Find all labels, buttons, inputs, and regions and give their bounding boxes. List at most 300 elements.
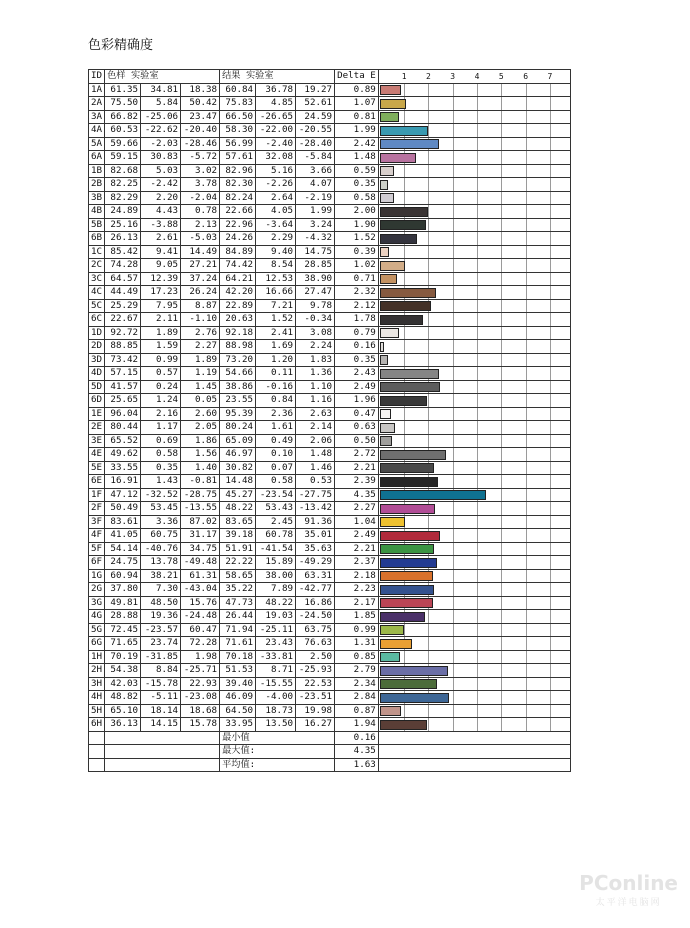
gridline — [550, 219, 551, 232]
gridline — [477, 165, 478, 178]
gridline — [526, 489, 527, 502]
result-lab-value: 30.82 — [220, 461, 256, 475]
gridline — [453, 354, 454, 367]
result-lab-value: 58.30 — [220, 124, 256, 138]
row-id: 5C — [89, 299, 105, 313]
result-lab-value: 22.96 — [220, 218, 256, 232]
result-lab-value: -2.19 — [296, 191, 335, 205]
table-row — [89, 502, 571, 516]
gridline — [501, 570, 502, 583]
result-lab-value: 39.40 — [220, 677, 256, 691]
result-lab-value: 2.50 — [296, 650, 335, 664]
delta-bar-cell — [378, 245, 570, 259]
delta-e-value: 2.21 — [335, 542, 379, 556]
sample-lab-value: 48.50 — [141, 596, 181, 610]
row-id: 5H — [89, 704, 105, 718]
table-row — [89, 272, 571, 286]
result-lab-value: -28.40 — [296, 137, 335, 151]
delta-e-value: 1.94 — [335, 718, 379, 732]
gridline — [526, 462, 527, 475]
table-row — [89, 164, 571, 178]
gridline — [477, 705, 478, 718]
table-row — [89, 407, 571, 421]
gridline — [550, 300, 551, 313]
sample-lab-value: 26.13 — [105, 232, 141, 246]
delta-bar — [380, 409, 391, 419]
result-lab-value: -2.40 — [256, 137, 296, 151]
gridline — [477, 124, 478, 137]
gridline — [501, 313, 502, 326]
sample-lab-value: 37.80 — [105, 583, 141, 597]
result-lab-value: 76.63 — [296, 637, 335, 651]
result-lab-value: 71.94 — [220, 623, 256, 637]
table-row — [89, 461, 571, 475]
result-lab-value: 19.03 — [256, 610, 296, 624]
delta-e-value: 2.32 — [335, 286, 379, 300]
table-row — [89, 259, 571, 273]
sample-lab-value: 60.53 — [105, 124, 141, 138]
table-row — [89, 286, 571, 300]
result-lab-value: 74.42 — [220, 259, 256, 273]
delta-bar-cell — [378, 596, 570, 610]
result-lab-value: 13.50 — [256, 718, 296, 732]
row-id: 4E — [89, 448, 105, 462]
gridline — [477, 678, 478, 691]
result-lab-value: 33.95 — [220, 718, 256, 732]
delta-e-value: 0.16 — [335, 340, 379, 354]
sample-lab-value: 57.15 — [105, 367, 141, 381]
sample-lab-value: -2.04 — [181, 191, 220, 205]
result-lab-value: 45.27 — [220, 488, 256, 502]
table-row — [89, 569, 571, 583]
sample-lab-value: -5.03 — [181, 232, 220, 246]
delta-bar — [380, 180, 389, 190]
delta-e-value: 1.85 — [335, 610, 379, 624]
sample-lab-value: 0.35 — [141, 461, 181, 475]
gridline — [501, 691, 502, 704]
delta-bar-cell — [378, 448, 570, 462]
gridline — [428, 313, 429, 326]
sample-lab-value: -40.76 — [141, 542, 181, 556]
delta-bar — [380, 355, 389, 365]
sample-lab-value: 92.72 — [105, 326, 141, 340]
result-lab-value: -2.26 — [256, 178, 296, 192]
gridline — [477, 637, 478, 650]
sample-lab-value: -23.08 — [181, 691, 220, 705]
sample-lab-value: 31.17 — [181, 529, 220, 543]
sample-lab-value: 83.61 — [105, 515, 141, 529]
sample-lab-value: 85.42 — [105, 245, 141, 259]
delta-bar — [380, 382, 441, 392]
gridline — [501, 165, 502, 178]
table-row — [89, 475, 571, 489]
gridline — [477, 259, 478, 272]
gridline — [526, 610, 527, 623]
summary-blank-bar — [378, 758, 570, 772]
gridline — [526, 313, 527, 326]
delta-bar — [380, 436, 392, 446]
sample-lab-value: 1.89 — [181, 353, 220, 367]
delta-bar-cell — [378, 97, 570, 111]
gridline — [550, 570, 551, 583]
gridline — [526, 381, 527, 394]
gridline — [453, 259, 454, 272]
result-lab-value: 19.27 — [296, 83, 335, 97]
sample-lab-value: 23.74 — [141, 637, 181, 651]
sample-lab-value: 0.99 — [141, 353, 181, 367]
delta-e-value: 2.17 — [335, 596, 379, 610]
gridline — [550, 624, 551, 637]
result-lab-value: 64.21 — [220, 272, 256, 286]
delta-bar — [380, 571, 433, 581]
result-lab-value: 1.61 — [256, 421, 296, 435]
sample-lab-value: 2.05 — [181, 421, 220, 435]
summary-blank-bar — [378, 745, 570, 759]
delta-e-value: 2.79 — [335, 664, 379, 678]
gridline — [550, 435, 551, 448]
gridline — [550, 583, 551, 596]
gridline — [501, 435, 502, 448]
gridline — [477, 151, 478, 164]
row-id: 5D — [89, 380, 105, 394]
gridline — [477, 624, 478, 637]
delta-e-value: 0.71 — [335, 272, 379, 286]
delta-bar — [380, 652, 401, 662]
gridline — [477, 543, 478, 556]
gridline — [526, 718, 527, 731]
delta-e-value: 2.43 — [335, 367, 379, 381]
row-id: 4G — [89, 610, 105, 624]
gridline — [501, 556, 502, 569]
gridline — [501, 678, 502, 691]
result-lab-value: 0.07 — [256, 461, 296, 475]
delta-bar-cell — [378, 191, 570, 205]
gridline — [404, 111, 405, 124]
gridline — [477, 691, 478, 704]
result-lab-value: 92.18 — [220, 326, 256, 340]
delta-bar-cell — [378, 380, 570, 394]
gridline — [526, 583, 527, 596]
gridline — [428, 394, 429, 407]
result-lab-value: 1.36 — [296, 367, 335, 381]
delta-e-value: 1.99 — [335, 124, 379, 138]
gridline — [404, 705, 405, 718]
sample-lab-value: -15.78 — [141, 677, 181, 691]
delta-bar-cell — [378, 151, 570, 165]
delta-e-value: 0.47 — [335, 407, 379, 421]
gridline — [501, 232, 502, 245]
row-id: 2D — [89, 340, 105, 354]
page-title: 色彩精确度 — [88, 38, 154, 53]
delta-bar-cell — [378, 394, 570, 408]
delta-bar — [380, 679, 437, 689]
table-row — [89, 610, 571, 624]
delta-bar — [380, 585, 434, 595]
gridline — [550, 516, 551, 529]
gridline — [526, 529, 527, 542]
row-id: 6E — [89, 475, 105, 489]
summary-row — [89, 745, 571, 759]
gridline — [477, 340, 478, 353]
sample-lab-value: 4.43 — [141, 205, 181, 219]
delta-bar-cell — [378, 178, 570, 192]
gridline — [501, 381, 502, 394]
table-row — [89, 664, 571, 678]
delta-bar-cell — [378, 313, 570, 327]
gridline — [526, 259, 527, 272]
gridline — [526, 232, 527, 245]
sample-lab-value: 73.42 — [105, 353, 141, 367]
sample-lab-value: 72.28 — [181, 637, 220, 651]
gridline — [501, 502, 502, 515]
result-lab-value: -27.75 — [296, 488, 335, 502]
gridline — [428, 219, 429, 232]
sample-lab-value: 49.62 — [105, 448, 141, 462]
result-lab-value: 1.52 — [256, 313, 296, 327]
gridline — [477, 219, 478, 232]
gridline — [501, 583, 502, 596]
table-row — [89, 151, 571, 165]
gridline — [526, 421, 527, 434]
sample-lab-value: 42.03 — [105, 677, 141, 691]
delta-e-value: 1.78 — [335, 313, 379, 327]
result-lab-value: 58.65 — [220, 569, 256, 583]
gridline — [453, 651, 454, 664]
table-row — [89, 556, 571, 570]
result-lab-value: 2.41 — [256, 326, 296, 340]
row-id: 6B — [89, 232, 105, 246]
delta-bar — [380, 490, 486, 500]
delta-bar — [380, 99, 406, 109]
result-lab-value: 27.47 — [296, 286, 335, 300]
sample-lab-value: 2.76 — [181, 326, 220, 340]
sample-lab-value: -3.88 — [141, 218, 181, 232]
result-lab-value: 32.08 — [256, 151, 296, 165]
gridline — [428, 327, 429, 340]
gridline — [477, 354, 478, 367]
result-lab-value: 35.63 — [296, 542, 335, 556]
sample-lab-value: 88.85 — [105, 340, 141, 354]
sample-lab-value: 2.27 — [181, 340, 220, 354]
result-lab-value: 36.78 — [256, 83, 296, 97]
result-lab-value: 1.69 — [256, 340, 296, 354]
delta-bar-cell — [378, 569, 570, 583]
result-lab-value: 19.98 — [296, 704, 335, 718]
sample-lab-value: 48.82 — [105, 691, 141, 705]
result-lab-value: 12.53 — [256, 272, 296, 286]
result-lab-value: 2.63 — [296, 407, 335, 421]
sample-lab-value: 87.02 — [181, 515, 220, 529]
result-lab-value: -26.65 — [256, 110, 296, 124]
gridline — [501, 219, 502, 232]
gridline — [526, 691, 527, 704]
delta-bar-cell — [378, 718, 570, 732]
gridline — [477, 300, 478, 313]
delta-bar-cell — [378, 137, 570, 151]
sample-lab-value: 65.52 — [105, 434, 141, 448]
gridline — [550, 597, 551, 610]
summary-label: 最小值 — [220, 731, 335, 745]
gridline — [453, 205, 454, 218]
delta-e-value: 2.27 — [335, 502, 379, 516]
sample-lab-value: 34.75 — [181, 542, 220, 556]
gridline — [501, 394, 502, 407]
sample-lab-value: -28.46 — [181, 137, 220, 151]
table-row — [89, 637, 571, 651]
gridline — [428, 165, 429, 178]
table-row — [89, 367, 571, 381]
gridline — [550, 448, 551, 461]
gridline — [550, 556, 551, 569]
sample-lab-value: 65.10 — [105, 704, 141, 718]
result-lab-value: 91.36 — [296, 515, 335, 529]
delta-bar-cell — [378, 556, 570, 570]
gridline — [501, 246, 502, 259]
gridline — [477, 556, 478, 569]
row-id: 3F — [89, 515, 105, 529]
result-lab-value: 18.73 — [256, 704, 296, 718]
sample-lab-value: 75.50 — [105, 97, 141, 111]
result-lab-value: 23.43 — [256, 637, 296, 651]
delta-bar — [380, 288, 436, 298]
result-lab-value: 16.66 — [256, 286, 296, 300]
delta-bar — [380, 139, 439, 149]
gridline — [526, 273, 527, 286]
result-lab-value: 20.63 — [220, 313, 256, 327]
delta-e-value: 0.87 — [335, 704, 379, 718]
gridline — [477, 718, 478, 731]
delta-bar-cell — [378, 475, 570, 489]
result-lab-value: -42.77 — [296, 583, 335, 597]
sample-lab-value: 3.36 — [141, 515, 181, 529]
result-lab-value: 56.99 — [220, 137, 256, 151]
gridline — [477, 327, 478, 340]
gridline — [550, 273, 551, 286]
header-id: ID — [89, 70, 105, 84]
sample-lab-value: 36.13 — [105, 718, 141, 732]
result-lab-value: 64.50 — [220, 704, 256, 718]
table-row — [89, 529, 571, 543]
gridline — [501, 610, 502, 623]
gridline — [477, 597, 478, 610]
result-lab-value: -0.34 — [296, 313, 335, 327]
header-delta: Delta E — [335, 70, 379, 84]
gridline — [526, 408, 527, 421]
summary-label: 最大值: — [220, 745, 335, 759]
sample-lab-value: 71.65 — [105, 637, 141, 651]
gridline — [550, 489, 551, 502]
delta-bar — [380, 301, 432, 311]
gridline — [501, 475, 502, 488]
row-id: 3D — [89, 353, 105, 367]
summary-row — [89, 731, 571, 745]
row-id: 2G — [89, 583, 105, 597]
gridline — [428, 151, 429, 164]
sample-lab-value: 1.56 — [181, 448, 220, 462]
result-lab-value: 83.65 — [220, 515, 256, 529]
table-row — [89, 353, 571, 367]
gridline — [526, 367, 527, 380]
gridline — [428, 624, 429, 637]
delta-e-value: 1.04 — [335, 515, 379, 529]
gridline — [501, 651, 502, 664]
sample-lab-value: 3.02 — [181, 164, 220, 178]
result-lab-value: 23.55 — [220, 394, 256, 408]
gridline — [477, 192, 478, 205]
gridline — [550, 286, 551, 299]
summary-value: 0.16 — [335, 731, 379, 745]
result-lab-value: 22.22 — [220, 556, 256, 570]
gridline — [501, 367, 502, 380]
result-lab-value: -4.00 — [256, 691, 296, 705]
result-lab-value: 4.07 — [296, 178, 335, 192]
sample-lab-value: 2.16 — [141, 407, 181, 421]
sample-lab-value: 24.75 — [105, 556, 141, 570]
gridline — [453, 705, 454, 718]
sample-lab-value: 82.25 — [105, 178, 141, 192]
result-lab-value: 7.89 — [256, 583, 296, 597]
result-lab-value: 70.18 — [220, 650, 256, 664]
delta-bar — [380, 396, 428, 406]
result-lab-value: 28.85 — [296, 259, 335, 273]
gridline — [550, 462, 551, 475]
summary-row — [89, 758, 571, 772]
gridline — [501, 178, 502, 191]
delta-bar — [380, 477, 438, 487]
table-row — [89, 137, 571, 151]
result-lab-value: 51.91 — [220, 542, 256, 556]
header-scale — [378, 70, 570, 84]
delta-bar — [380, 342, 384, 352]
result-lab-value: 71.61 — [220, 637, 256, 651]
gridline — [428, 205, 429, 218]
result-lab-value: 38.90 — [296, 272, 335, 286]
row-id: 3H — [89, 677, 105, 691]
gridline — [501, 624, 502, 637]
delta-e-value: 0.85 — [335, 650, 379, 664]
gridline — [526, 502, 527, 515]
gridline — [453, 84, 454, 97]
gridline — [453, 273, 454, 286]
gridline — [526, 394, 527, 407]
result-lab-value: 63.75 — [296, 623, 335, 637]
delta-bar — [380, 720, 427, 730]
gridline — [550, 394, 551, 407]
result-lab-value: 24.26 — [220, 232, 256, 246]
header-row — [89, 70, 571, 84]
gridline — [526, 178, 527, 191]
result-lab-value: 66.50 — [220, 110, 256, 124]
result-lab-value: 51.53 — [220, 664, 256, 678]
gridline — [453, 502, 454, 515]
result-lab-value: 65.09 — [220, 434, 256, 448]
table-row — [89, 124, 571, 138]
gridline — [501, 354, 502, 367]
gridline — [428, 516, 429, 529]
gridline — [404, 408, 405, 421]
summary-blank-id — [89, 745, 105, 759]
row-id: 4C — [89, 286, 105, 300]
result-lab-value: 82.96 — [220, 164, 256, 178]
result-lab-value: -41.54 — [256, 542, 296, 556]
row-id: 4A — [89, 124, 105, 138]
result-lab-value: -15.55 — [256, 677, 296, 691]
delta-bar — [380, 112, 400, 122]
gridline — [550, 178, 551, 191]
result-lab-value: -25.93 — [296, 664, 335, 678]
sample-lab-value: 37.24 — [181, 272, 220, 286]
result-lab-value: 0.58 — [256, 475, 296, 489]
